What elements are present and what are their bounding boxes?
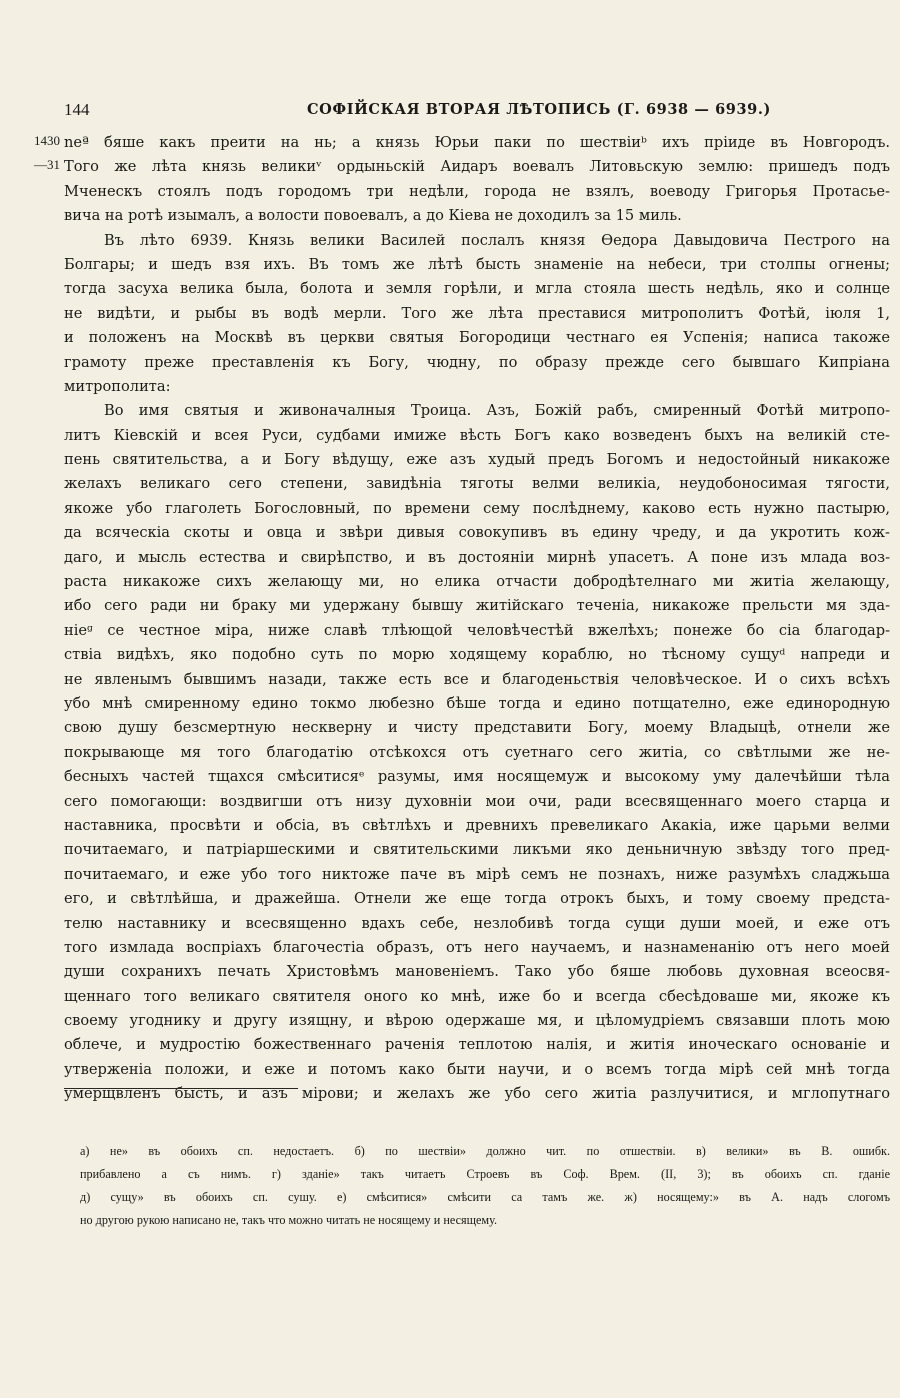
footnote-divider	[64, 1088, 298, 1089]
text-line: сего помогающи: воздвигши отъ низу духовніи мои очи, ради всесвященнаго моего старца и	[64, 792, 890, 810]
footnote-line: д) сущу» въ обоихъ сп. сушу. е) смѣситися» смѣсити са тамъ же. ж) носящему:» въ А. надъ слогомъ	[80, 1190, 890, 1204]
page-number: 144	[64, 100, 90, 119]
text-line: щеннаго того великаго святителя оного ко мнѣ, иже бо и всегда сбесѣдоваше ми, якоже къ	[64, 987, 890, 1005]
text-line: ибо сего ради ни браку ми удержану бывшу житійскаго теченіа, никакоже прельсти мя зда-	[64, 597, 890, 615]
text-line: тогда засуха велика была, болота и земля горѣли, и мгла стояла шесть недѣль, яко и солнце	[64, 280, 890, 298]
text-line: раста никакоже сихъ желающу ми, но елика отчасти добродѣтелнаго ми житіа желающу,	[64, 573, 890, 591]
footnotes	[80, 1140, 890, 1232]
text-line: почитаемаго, и еже убо того никтоже паче въ мірѣ семъ не познахъ, ниже разумѣхъ сладжьша	[64, 865, 890, 883]
text-line: бесныхъ частей тщахся смѣситисяᵉ разумы, имя носящемуж и высокому уму далечѣйши тѣла	[64, 768, 890, 786]
text-line: того измлада воспріахъ благочестіа образъ, отъ него научаемъ, и назнаменанію отъ него моей	[64, 938, 890, 956]
text-line: телю наставнику и всесвященно вдахъ себе, незлобивѣ тогда сущи души моей, и еже отъ	[64, 914, 890, 932]
body-text	[64, 131, 890, 1107]
text-line: литъ Кіевскій и всея Руси, судбами имиже вѣсть Богъ како возведенъ быхъ на великій сте-	[64, 426, 890, 444]
text-line: даго, и мысль естества и свирѣпство, и въ достояніи мирнѣ упасетъ. А поне изъ млада воз-	[64, 548, 890, 566]
text-line: его, и свѣтлѣйша, и дражейша. Отнели же еще тогда отрокъ быхъ, и тому своему предста-	[64, 890, 890, 908]
text-line: neª бяше какъ преити на нь; а князь Юрьи паки по шествіиᵇ ихъ пріиде въ Новгородъ.	[64, 134, 890, 151]
text-line: не явленымъ бывшимъ назади, также есть все и благоденьствія человѣческое. И о сихъ всѣхъ	[64, 670, 890, 688]
text-line: Мченескъ стоялъ подъ городомъ три недѣли, города не взялъ, воеводу Григорья Протасье-	[64, 182, 890, 200]
text-line: почитаемаго, и патріаршескими и святительскими ликъми яко деньничную звѣзду того пред-	[64, 841, 890, 859]
text-line: не видѣти, и рыбы въ водѣ мерли. Того же лѣта преставися митрополитъ Фотѣй, іюля 1,	[64, 304, 890, 322]
text-line: души сохранихъ печать Христовѣмъ мановеніемъ. Тако убо бяше любовь духовная всеосвя-	[64, 963, 890, 981]
text-line: облече, и мудростію божественнаго раченія теплотою налія, и житія иноческаго основаніе и	[64, 1036, 890, 1054]
text-line: Во имя святыя и живоначалныя Троица. Азъ, Божій рабъ, смиренный Фотѣй митропо-	[104, 402, 890, 420]
margin-year-note: —31	[34, 157, 60, 172]
footnote-line: прибавлено а съ нимъ. г) зданіе» такъ читаетъ Строевъ въ Соф. Врем. (II, 3); въ обоихъ сп. гданіе	[80, 1167, 890, 1181]
text-line: своему угоднику и другу изящну, и вѣрою одержаше мя, и цѣломудріемъ связавши плоть мою	[64, 1012, 890, 1030]
text-line: и положенъ на Москвѣ въ церкви святыя Богородици честнаго ея Успенія; написа такоже	[64, 329, 890, 347]
text-line: утверженіа положи, и еже и потомъ како быти научи, и о всемъ тогда мірѣ сей мнѣ тогда	[64, 1060, 890, 1078]
footnote-line: но другою рукою написано не, такъ что можно читать не носящему и несящему.	[80, 1213, 498, 1227]
running-title: СОФІЙСКАЯ ВТОРАЯ ЛѢТОПИСЬ (Г. 6938 — 6939.)	[307, 101, 771, 118]
text-line: покрывающе мя того благодатію отсѣкохся отъ суетнаго сего житіа, со свѣтлыми же не-	[64, 743, 890, 761]
text-line: Болгары; и шедъ взя ихъ. Въ томъ же лѣтѣ бысть знаменіе на небеси, три столпы огнены;	[64, 255, 890, 273]
text-line: наставника, просвѣти и обсіа, въ свѣтлѣхъ и древнихъ превеликаго Акакіа, иже царьми велми	[64, 816, 890, 834]
text-line: митрополита:	[64, 377, 171, 395]
text-line: умерщвленъ бысть, и азъ мірови; и желахъ же убо сего житіа разлучитися, и мглопутнаго	[64, 1085, 890, 1103]
footnote-line: а) не» въ обоихъ сп. недостаетъ. б) по шествіи» должно чит. по отшествіи. в) велики» въ В. ошибк.	[80, 1144, 890, 1158]
text-line: Въ лѣто 6939. Князь велики Василей послалъ князя Ѳедора Давыдовича Пестрого на	[104, 231, 890, 249]
text-line: пень святительства, а и Богу вѣдущу, еже азъ худый предъ Богомъ и недостойный никакоже	[64, 451, 890, 469]
text-line: ніеᵍ се честное міра, ниже славѣ тлѣющой человѣчестѣй вжелѣхъ; понеже бо сіа благодар-	[64, 621, 890, 639]
text-line: Того же лѣта князь великиᵛ ордыньскій Аидаръ воевалъ Литовьскую землю: пришедъ подъ	[64, 158, 890, 176]
margin-year-note: 1430	[34, 133, 60, 148]
text-line: вича на ротѣ изымалъ, а волости повоевалъ, а до Кіева не доходилъ за 15 миль.	[64, 207, 682, 225]
text-line: грамоту преже преставленія къ Богу, чюдну, по образу прежде сего бывшаго Кипріана	[64, 353, 890, 371]
page-header	[64, 100, 864, 126]
text-line: якоже убо глаголеть Богословный, по времени сему послѣднему, каково есть нужно пастырю,	[64, 499, 890, 517]
text-line: свою душу безсмертную несквернy и чисту представити Богу, моему Владыцѣ, отнели же	[64, 719, 890, 737]
text-line: желахъ великаго сего степени, завидѣніа тяготы велми великіа, неудобоносимая тягости,	[64, 475, 890, 493]
text-line: убо мнѣ смиренному едино токмо любезно бѣше тогда и едино потщателно, еже единородную	[64, 694, 890, 712]
text-line: ствіа видѣхъ, яко подобно суть по морю ходящему кораблю, но тѣсному сущуᵈ напреди и	[64, 646, 890, 664]
text-line: да всяческіа скоты и овца и звѣри дивыя совокупивъ въ едину чреду, и да укротить кож-	[64, 524, 890, 542]
